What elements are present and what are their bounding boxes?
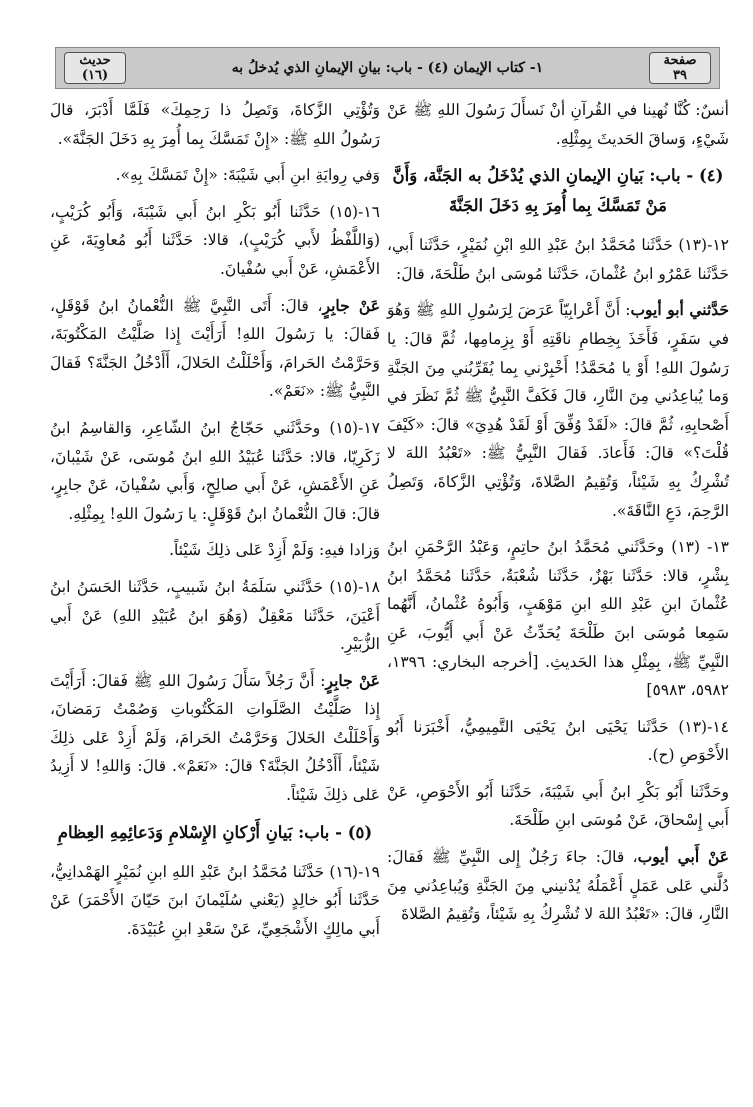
hadith-paragraph: ١٢-(١٣) حَدَّثَنا مُحَمَّدُ ابنُ عَبْدِ اللهِ ابْنِ نُمَيْرٍ، حَدَّثَنا أَبي، حَدَّثَنا عَمْرُو ابنُ عُثْمانَ، حَدَّثَنا مُوسَى ابنُ طَلْحَةَ، قالَ:	[387, 236, 729, 283]
hadith-paragraph: ١٣- (١٣) وحَدَّثَني مُحَمَّدُ ابنُ حاتِمٍ، وَعَبْدُ الرَّحْمَنِ ابنُ بِشْرٍ، قالا: حَدَّثَنا بَهْزٌ، حَدَّثَنا شُعْبَةُ، حَدَّثَنا مُحَمَّدُ ابنُ عُثْمانَ ابنِ عَبْدِ اللهِ ابنِ مَوْهَبٍ، وَأَبُوهُ عُثْمانُ، أَنَّهُما سَمِعا مُوسَى ابنَ طَلْحَةَ يُحَدِّثُ عَنْ أَبي أَيُّوبَ، عَنِ النَّبِيِّ ﷺ، بِمِثْلِ هذا الحَديثِ. [أخرجه البخاري: ١٣٩٦، ٥٩٨٢، ٥٩٨٣]	[387, 538, 729, 700]
hadith-number-box	[64, 52, 126, 84]
narrator-name: عَنْ جابِرٍ	[322, 295, 380, 315]
hadith-paragraph	[387, 843, 729, 929]
page-number-box	[649, 52, 711, 84]
hadith-paragraph: ١٧-(١٥) وحَدَّثَني حَجّاجُ ابنُ الشّاعِرِ، وَالقاسِمُ ابنُ زَكَرِيّا، قالا: حَدَّثَنا عُبَيْدُ اللهِ ابنُ مُوسَى، عَنْ شَيْبانَ، عَنِ الأَعْمَشِ، عَنْ أَبي صالِحٍ، وَأَبي سُفْيانَ، عَنْ جابِرٍ، قالَ: قالَ النُّعْمانُ ابنُ قَوْقَلٍ: يا رَسُولَ اللهِ! بِمِثْلِهِ.	[50, 418, 380, 523]
right-column	[387, 96, 729, 937]
chapter-heading: (٥) - باب: بَيانِ أَرْكانِ الإِسْلامِ وَدَعائِمِهِ العِظامِ	[57, 822, 373, 842]
narrator-name: عَنْ جابِرٍ	[325, 670, 380, 690]
hadith-paragraph: ١٩-(١٦) حَدَّثَنا مُحَمَّدُ ابنُ عَبْدِ اللهِ ابنِ نُمَيْرٍ الهَمْدانِيُّ، حَدَّثَنا أَبُو خالِدٍ (يَعْني سُلَيْمانَ ابنَ حَيّانَ الأَحْمَرَ) عَنْ أَبي مالِكٍ الأَشْجَعِيِّ، عَنْ سَعْدِ ابنِ عُبَيْدَةَ.	[50, 862, 380, 938]
hadith-text: ، قالَ: جاءَ رَجُلٌ إِلى النَّبِيِّ ﷺ فَقالَ: دُلَّني عَلى عَمَلٍ أَعْمَلُهُ يُدْنيني مِنَ الجَنَّةِ وَيُباعِدُني مِنَ النَّارِ، قالَ: «تَعْبُدُ اللهَ لا تُشْرِكُ بِهِ شَيْئاً، وَتُقِيمُ الصَّلاةَ	[387, 848, 729, 924]
hadith-text: : أَنَّ أَعْرابِيّاً عَرَضَ لِرَسُولِ اللهِ ﷺ وَهُوَ في سَفَرٍ، فَأَخَذَ بِخِطامِ ناقَتِهِ أَوْ بِزِمامِها، ثُمَّ قالَ: يا رَسُولَ اللهِ! أَوْ يا مُحَمَّدُ! أَخْبِرْني بِما يُقَرِّبُني مِنَ الجَنَّةِ وَما يُباعِدُني مِنَ النَّارِ، قالَ فَكَفَّ النَّبِيُّ ﷺ ثُمَّ نَظَرَ في أَصْحابِهِ، ثُمَّ قالَ: «لَقَدْ وُفِّقَ أَوْ لَقَدْ هُدِيَ» قالَ: «كَيْفَ قُلْتَ؟» قالَ: فَأَعادَ. فَقالَ النَّبِيُّ ﷺ: «تَعْبُدُ اللهَ لا تُشْرِكُ بِهِ شَيْئاً، وَتُقِيمُ الصَّلاةَ، وَتُؤْتِي الزَّكاةَ، وَتَصِلُ الرَّحِمَ، دَعِ النَّاقَةَ».	[387, 301, 729, 520]
hadith-text: ، قالَ: أَتَى النَّبِيَّ ﷺ النُّعْمانُ ابنُ قَوْقَلٍ، فَقالَ: يا رَسُولَ اللهِ! أَرَأَيْتَ إِذا صَلَّيْتُ المَكْتُوبَةَ، وَحَرَّمْتُ الحَرامَ، وَأَحْلَلْتُ الحَلالَ، أَأَدْخُلُ الجَنَّةَ؟ فَقالَ النَّبِيُّ ﷺ: «نَعَمْ».	[50, 296, 380, 401]
page-header	[55, 47, 720, 89]
hadith-label: حديث	[79, 53, 111, 68]
hadith-paragraph: ١٤-(١٣) حَدَّثَنا يَحْيَى ابنُ يَحْيَى التَّمِيمِيُّ، أَخْبَرَنا أَبُو الأَحْوَصِ (ح).	[387, 717, 729, 765]
narrator-name: عَنْ أَبي أيوب	[637, 847, 729, 867]
hadith-paragraph: وَفي رِوايَةِ ابنِ أَبي شَيْبَةَ: «إِنْ تَمَسَّكَ بِهِ».	[115, 166, 380, 185]
hadith-paragraph	[50, 667, 380, 810]
hadith-paragraph: وَزادا فيهِ: وَلَمْ أَزِدْ عَلى ذلِكَ شَيْئاً.	[169, 541, 380, 560]
hadith-paragraph: وَتُؤْتِي الزَّكاةَ، وَتَصِلُ ذا رَحِمِكَ» فَلَمَّا أَدْبَرَ، قالَ رَسُولُ اللهِ ﷺ: «إِنْ تَمَسَّكَ بِما أُمِرَ بِهِ دَخَلَ الجَنَّةَ».	[50, 101, 380, 148]
hadith-paragraph: ١٦-(١٥) حَدَّثَنا أَبُو بَكْرِ ابنُ أَبي شَيْبَةَ، وَأَبُو كُرَيْبٍ، (وَاللَّفْظُ لأَبي كُرَيْبٍ)، قالا: حَدَّثَنا أَبُو مُعاوِيَةَ، عَنِ الأَعْمَشِ، عَنْ أَبي سُفْيانَ.	[50, 202, 380, 278]
page-number: ٣٩	[673, 68, 687, 83]
left-column	[50, 96, 380, 951]
hadith-paragraph: ١٨-(١٥) حَدَّثَني سَلَمَةُ ابنُ شَبيبٍ، حَدَّثَنا الحَسَنُ ابنُ أَعْيَنَ، حَدَّثَنا مَعْقِلٌ (وَهُوَ ابنُ عُبَيْدِ اللهِ) عَنْ أَبي الزُّبَيْرِ.	[50, 577, 380, 654]
chapter-heading: (٤) - باب: بَيانِ الإيمانِ الذي يُدْخَلُ به الجَنَّة، وَأَنَّ مَنْ تَمَسَّكَ بِما أُمِرَ بِهِ دَخَلَ الجَنَّةَ	[392, 166, 724, 216]
hadith-paragraph: وحَدَّثَنا أَبُو بَكْرِ ابنُ أَبي شَيْبَةَ، حَدَّثَنا أَبُو الأَحْوَصِ، عَنْ أَبي إِسْحاقَ، عَنْ مُوسَى ابنِ طَلْحَةَ.	[387, 782, 729, 830]
page-label: صفحة	[663, 53, 697, 68]
hadith-paragraph	[50, 292, 380, 406]
hadith-paragraph: أنسٌ: كُنَّا نُهينا في القُرآنِ أنْ نَسأَلَ رَسُولَ اللهِ ﷺ عَنْ شَيْءٍ، وَساقَ الحَديثَ بِمِثْلِهِ.	[387, 101, 729, 148]
running-title: ١- كتاب الإيمان (٤) - باب: بيانِ الإيمانِ الذي يُدخلُ به	[231, 60, 544, 76]
hadith-paragraph	[387, 296, 729, 525]
hadith-number: (١٦)	[81, 68, 109, 83]
narrator-name: حَدَّثني أبو أيوب	[630, 300, 729, 320]
hadith-text: : أَنَّ رَجُلاً سَأَلَ رَسُولَ اللهِ ﷺ فَقالَ: أَرَأَيْتَ إِذا صَلَّيْتُ الصَّلَواتِ المَكْتُوباتِ وَصُمْتُ رَمَضانَ، وَأَحْلَلْتُ الحَلالَ وَحَرَّمْتُ الحَرامَ، وَلَمْ أَزِدْ عَلى ذلِكَ شَيْئاً، أَأَدْخُلُ الجَنَّةَ؟ قالَ: «نَعَمْ». قالَ: وَاللهِ! لا أَزِيدُ عَلى ذلِكَ شَيْئاً.	[50, 671, 380, 805]
